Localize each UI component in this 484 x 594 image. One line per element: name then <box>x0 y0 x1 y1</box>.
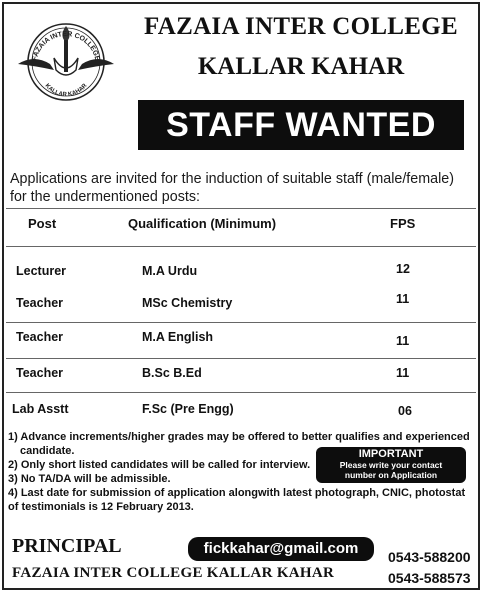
important-line-1: Please write your contact <box>339 460 443 470</box>
post-cell: Teacher <box>16 330 64 344</box>
column-header-post: Post <box>28 216 57 231</box>
qualification-cell: B.Sc B.Ed <box>142 366 202 380</box>
note-1-continued: candidate. <box>20 445 75 457</box>
table-divider <box>6 358 476 359</box>
qualification-cell: M.A English <box>142 330 214 344</box>
college-name: FAZAIA INTER COLLEGE <box>144 13 458 40</box>
footer-college-name: FAZAIA INTER COLLEGE KALLAR KAHAR <box>12 565 335 581</box>
principal-label: PRINCIPAL <box>12 535 122 557</box>
table-divider <box>6 322 476 323</box>
crest-ring-top-text: FAZAIA INTER COLLEGE <box>31 30 101 62</box>
qualification-cell: F.Sc (Pre Engg) <box>142 402 234 416</box>
table-divider <box>6 246 476 247</box>
note-4: 4) Last date for submission of application alongwith latest photograph, CNIC, photostat <box>8 487 466 499</box>
qualification-cell: MSc Chemistry <box>142 296 233 310</box>
post-cell: Lab Asstt <box>12 402 69 416</box>
note-1: 1) Advance increments/higher grades may be offered to better qualifies and experienced <box>8 431 470 443</box>
important-title: IMPORTANT <box>358 448 424 460</box>
post-cell: Lecturer <box>16 264 67 278</box>
fps-cell: 06 <box>398 404 412 418</box>
table-divider <box>6 392 476 393</box>
important-box <box>316 447 466 483</box>
fps-cell: 12 <box>396 262 410 276</box>
intro-text: Applications are invited for the induction of suitable staff (male/female) for the undermentioned posts: <box>10 171 454 205</box>
fps-cell: 11 <box>396 292 410 306</box>
column-header-fps: FPS <box>390 216 416 231</box>
phone-number-1: 0543-588200 <box>388 549 471 565</box>
college-crest-icon <box>14 14 118 106</box>
column-header-qualification: Qualification (Minimum) <box>128 216 277 231</box>
note-2: 2) Only short listed candidates will be called for interview. <box>8 459 311 471</box>
note-3: 3) No TA/DA will be admissible. <box>8 473 171 485</box>
crest-ring-bottom-text: KALLAR KAHAR <box>43 82 89 99</box>
fps-cell: 11 <box>396 334 410 348</box>
staff-wanted-banner: STAFF WANTED <box>138 100 464 150</box>
note-4-continued: of testimonials is 12 February 2013. <box>8 501 194 513</box>
important-line-2: number on Application <box>344 470 438 480</box>
post-cell: Teacher <box>16 366 64 380</box>
contact-email: fickkahar@gmail.com <box>188 537 374 561</box>
phone-number-2: 0543-588573 <box>388 570 471 586</box>
qualification-cell: M.A Urdu <box>142 264 198 278</box>
fps-cell: 11 <box>396 366 410 380</box>
college-location: KALLAR KAHAR <box>197 53 405 80</box>
table-divider <box>6 208 476 209</box>
post-cell: Teacher <box>16 296 64 310</box>
